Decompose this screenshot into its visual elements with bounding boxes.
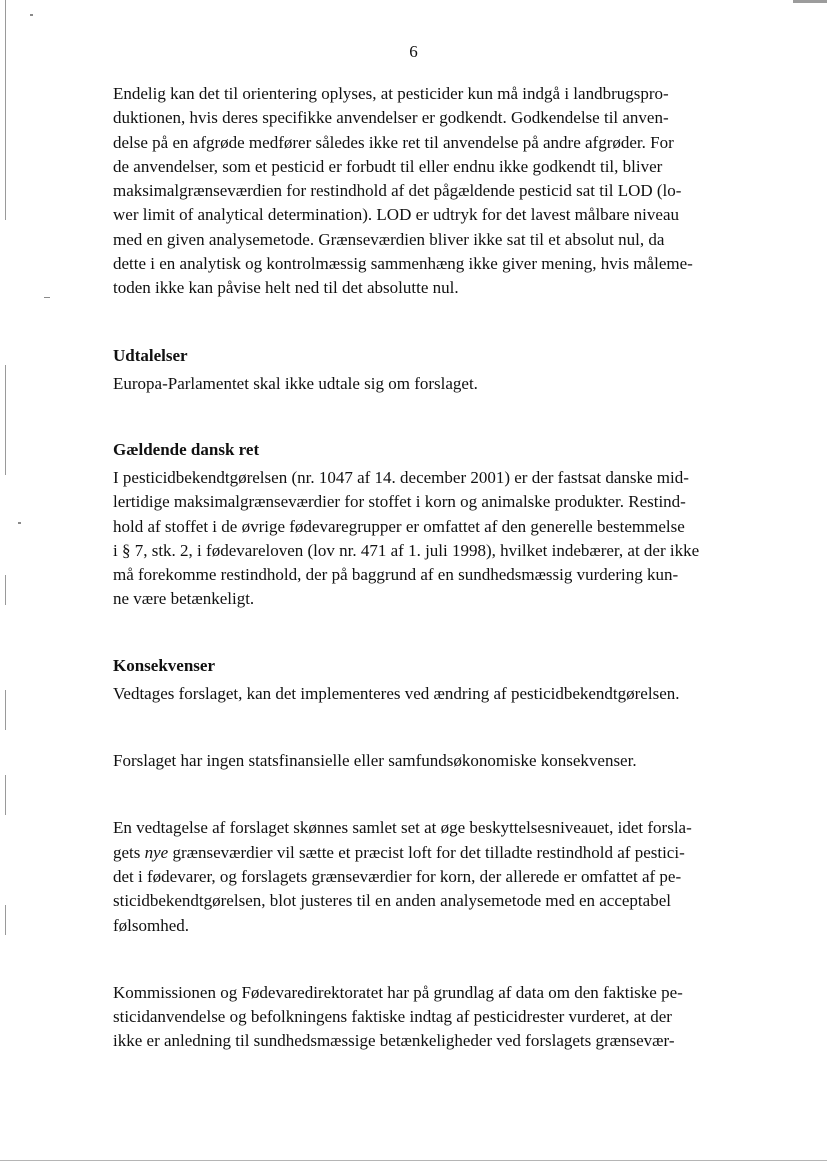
paragraph: [113, 682, 753, 706]
text-line: i § 7, stk. 2, i fødevareloven (lov nr. 471 af 1. juli 1998), hvilket indebærer, at der ikke: [113, 540, 700, 560]
text-line: Forslaget har ingen statsfinansielle eller samfundsøkonomiske konsekvenser.: [113, 751, 637, 771]
section-heading: Udtalelser: [113, 345, 188, 365]
text-line: lertidige maksimalgrænseværdier for stoffet i korn og animalske produkter. Restind-: [113, 492, 686, 512]
text-line: wer limit of analytical determination). LOD er udtryk for det lavest målbare niveau: [113, 205, 679, 225]
scan-edge-line: [5, 775, 6, 815]
scan-edge-line: [5, 365, 6, 475]
scan-edge-line: [5, 690, 6, 730]
text-line: maksimalgrænseværdien for restindhold af det pågældende pesticid sat til LOD (lo-: [113, 181, 682, 201]
text-line: Endelig kan det til orientering oplyses, at pesticider kun må indgå i landbrugspro-: [113, 84, 669, 103]
scan-speck: [30, 14, 33, 16]
intro-section: [113, 82, 753, 301]
scan-edge-line: [5, 575, 6, 605]
text-line: det i fødevarer, og forslagets grænseværdier for korn, der allerede er omfattet af pe-: [113, 866, 682, 886]
paragraph: [113, 749, 753, 773]
scan-edge-line: [5, 0, 6, 220]
text-line: delse på en afgrøde medfører således ikke ret til anvendelse på andre afgrøder. For: [113, 132, 674, 152]
page-number: 6: [409, 42, 418, 61]
text-line: Europa-Parlamentet skal ikke udtale sig om forslaget.: [113, 373, 478, 393]
paragraph: [113, 981, 753, 1054]
text-line: dette i en analytisk og kontrolmæssig sammenhæng ikke giver mening, hvis måleme-: [113, 254, 693, 274]
section-heading: Konsekvenser: [113, 655, 215, 675]
text-line: duktionen, hvis deres specifikke anvendelser er godkendt. Godkendelse til anven-: [113, 108, 669, 128]
section-konsekvenser: [113, 654, 753, 1054]
text-line: med en given analysemetode. Grænseværdien bliver ikke sat til et absolut nul, da: [113, 229, 665, 249]
text-line: hold af stoffet i de øvrige fødevaregrupper er omfattet af den generelle bestemmelse: [113, 516, 685, 536]
emphasis: nye: [144, 842, 169, 862]
scan-corner-mark: [793, 0, 827, 3]
text-line: En vedtagelse af forslaget skønnes samlet set at øge beskyttelsesniveauet, idet forsla-: [113, 818, 692, 838]
scan-bottom-line: [0, 1160, 827, 1161]
text-line: ne være betænkeligt.: [113, 589, 255, 609]
text-line: toden ikke kan påvise helt ned til det absolutte nul.: [113, 278, 459, 298]
text-line: sticidbekendtgørelsen, blot justeres til en anden analysemetode med en acceptabel: [113, 891, 671, 911]
text-line: ikke er anledning til sundhedsmæssige betænkeligheder ved forslagets grænsevær-: [113, 1031, 675, 1051]
scan-edge-line: [5, 905, 6, 935]
paragraph: [113, 816, 753, 937]
text-line: må forekomme restindhold, der på baggrund af en sundhedsmæssig vurdering kun-: [113, 565, 679, 585]
paragraph: [113, 372, 753, 396]
text-line: Vedtages forslaget, kan det implementeres ved ændring af pesticidbekendtgørelsen.: [113, 683, 680, 703]
text-line: gets nye grænseværdier vil sætte et præcist loft for det tilladte restindhold af pestici-: [113, 842, 685, 862]
text-line: I pesticidbekendtgørelsen (nr. 1047 af 14. december 2001) er der fastsat danske mid-: [113, 467, 689, 487]
text-line: Kommissionen og Fødevaredirektoratet har på grundlag af data om den faktiske pe-: [113, 982, 683, 1002]
document-body: [113, 82, 753, 1054]
scan-speck: [44, 297, 50, 298]
section-udtalelser: [113, 344, 753, 396]
text-line: følsomhed.: [113, 915, 190, 935]
paragraph: [113, 466, 753, 612]
section-gaeldende-dansk-ret: [113, 438, 753, 612]
text-line: sticidanvendelse og befolkningens faktiske indtag af pesticidrester vurderet, at der: [113, 1007, 672, 1027]
section-heading: Gældende dansk ret: [113, 439, 260, 459]
text-line: de anvendelser, som et pesticid er forbudt til eller endnu ikke godkendt til, bliver: [113, 156, 663, 176]
paragraph: [113, 82, 753, 301]
scan-speck: [18, 522, 21, 524]
